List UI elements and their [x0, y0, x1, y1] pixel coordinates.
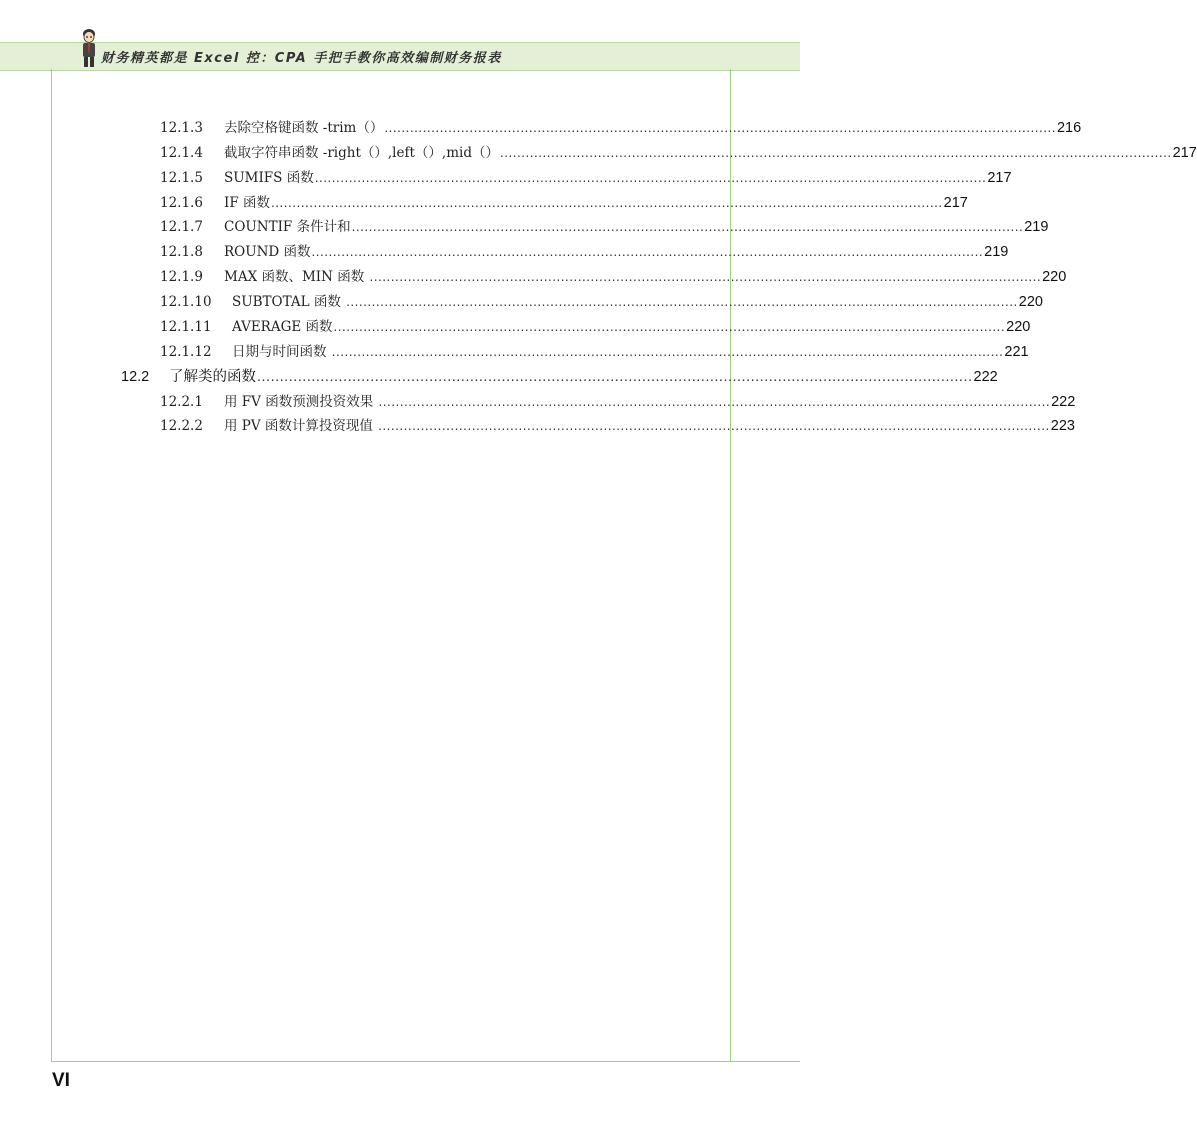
toc-entry-page: 220 — [1042, 269, 1067, 285]
toc-dot-leader: .............................................................................................................................................................. — [314, 170, 987, 185]
toc-entry[interactable] — [160, 215, 1049, 235]
toc-entry-number: 12.1.9 — [160, 269, 203, 285]
toc-entry-page: 216 — [1056, 120, 1082, 136]
toc-dot-leader: .............................................................................................................................................................. — [257, 369, 973, 385]
toc-entry-title: 用 FV 函数预测投资效果 — [224, 394, 374, 410]
toc-dot-leader: .............................................................................................................................................................. — [333, 319, 1006, 334]
toc-entry-title: MAX 函数、MIN 函数 — [224, 269, 365, 285]
toc-dot-leader: .............................................................................................................................................................. — [499, 145, 1172, 160]
toc-entry-number: 12.1.10 — [160, 294, 212, 310]
toc-entry-number: 12.1.11 — [160, 319, 212, 335]
toc-entry-number: 12.1.6 — [160, 195, 203, 211]
toc-entry-title: IF 函数 — [224, 195, 270, 211]
toc-entry-number: 12.1.4 — [160, 145, 203, 161]
toc-entry-title: AVERAGE 函数 — [232, 319, 333, 335]
toc-entry[interactable] — [160, 290, 1043, 310]
toc-dot-leader: .............................................................................................................................................................. — [374, 394, 1051, 409]
page-number: VI — [52, 1070, 70, 1091]
toc-entry-title: SUBTOTAL 函数 — [232, 294, 341, 310]
toc-entry-number: 12.1.8 — [160, 244, 203, 260]
toc-entry[interactable] — [121, 365, 998, 385]
toc-entry-title: COUNTIF 条件计和 — [224, 219, 351, 235]
toc-entry-number: 12.1.5 — [160, 170, 203, 186]
running-header-title: 财务精英都是 Excel 控：CPA 手把手教你高效编制财务报表 — [101, 51, 502, 66]
toc-entry-page: 220 — [1018, 294, 1043, 310]
toc-entry-page: 219 — [1024, 219, 1049, 235]
toc-entry-page: 221 — [1004, 344, 1029, 360]
toc-entry-page: 222 — [973, 369, 998, 385]
toc-dot-leader: .............................................................................................................................................................. — [365, 269, 1042, 284]
toc-entry[interactable] — [160, 141, 1197, 161]
toc-entry-title: 了解类的函数 — [169, 369, 256, 385]
toc-dot-leader: .............................................................................................................................................................. — [311, 244, 984, 259]
toc-entry-title: 日期与时间函数 — [232, 344, 327, 360]
toc-entry[interactable] — [160, 116, 1082, 136]
toc-dot-leader: .............................................................................................................................................................. — [384, 120, 1056, 135]
toc-entry-title: 截取字符串函数 -right（）,left（）,mid（） — [224, 145, 499, 161]
toc-entry-page: 217 — [987, 170, 1012, 186]
toc-entry-page: 223 — [1050, 418, 1075, 434]
toc-entry-title: ROUND 函数 — [224, 244, 311, 260]
toc-dot-leader: .............................................................................................................................................................. — [373, 418, 1050, 433]
bottom-rule — [51, 1061, 800, 1062]
toc-entry-number: 12.1.7 — [160, 219, 203, 235]
toc-entry[interactable] — [160, 315, 1031, 335]
toc-entry[interactable] — [160, 340, 1029, 360]
left-margin-line — [51, 69, 52, 1062]
right-margin-line — [730, 69, 731, 1062]
toc-entry-number: 12.2 — [121, 369, 150, 385]
toc-dot-leader: .............................................................................................................................................................. — [327, 344, 1004, 359]
toc-entry-title: 去除空格键函数 -trim（） — [224, 120, 384, 136]
toc-entry-title: SUMIFS 函数 — [224, 170, 314, 186]
toc-dot-leader: .............................................................................................................................................................. — [341, 294, 1018, 309]
toc-entry-page: 217 — [1172, 145, 1197, 161]
toc-entry-page: 219 — [984, 244, 1009, 260]
toc-entry-number: 12.1.12 — [160, 344, 212, 360]
toc-entry-number: 12.1.3 — [160, 120, 203, 136]
toc-entry-page: 220 — [1006, 319, 1031, 335]
toc-entry[interactable] — [160, 390, 1076, 410]
toc-entry-number: 12.2.1 — [160, 394, 203, 410]
toc-entry[interactable] — [160, 265, 1067, 285]
businessman-mascot-icon — [80, 28, 98, 68]
toc-entry[interactable] — [160, 240, 1009, 260]
toc-entry-page: 222 — [1051, 394, 1076, 410]
toc-dot-leader: .............................................................................................................................................................. — [271, 195, 943, 210]
toc-entry[interactable] — [160, 191, 968, 211]
toc-entry-number: 12.2.2 — [160, 418, 203, 434]
toc-entry[interactable] — [160, 166, 1012, 186]
toc-entry[interactable] — [160, 414, 1075, 434]
toc-entry-title: 用 PV 函数计算投资现值 — [224, 418, 373, 434]
toc-dot-leader: .............................................................................................................................................................. — [351, 219, 1024, 234]
toc-entry-page: 217 — [943, 195, 968, 211]
